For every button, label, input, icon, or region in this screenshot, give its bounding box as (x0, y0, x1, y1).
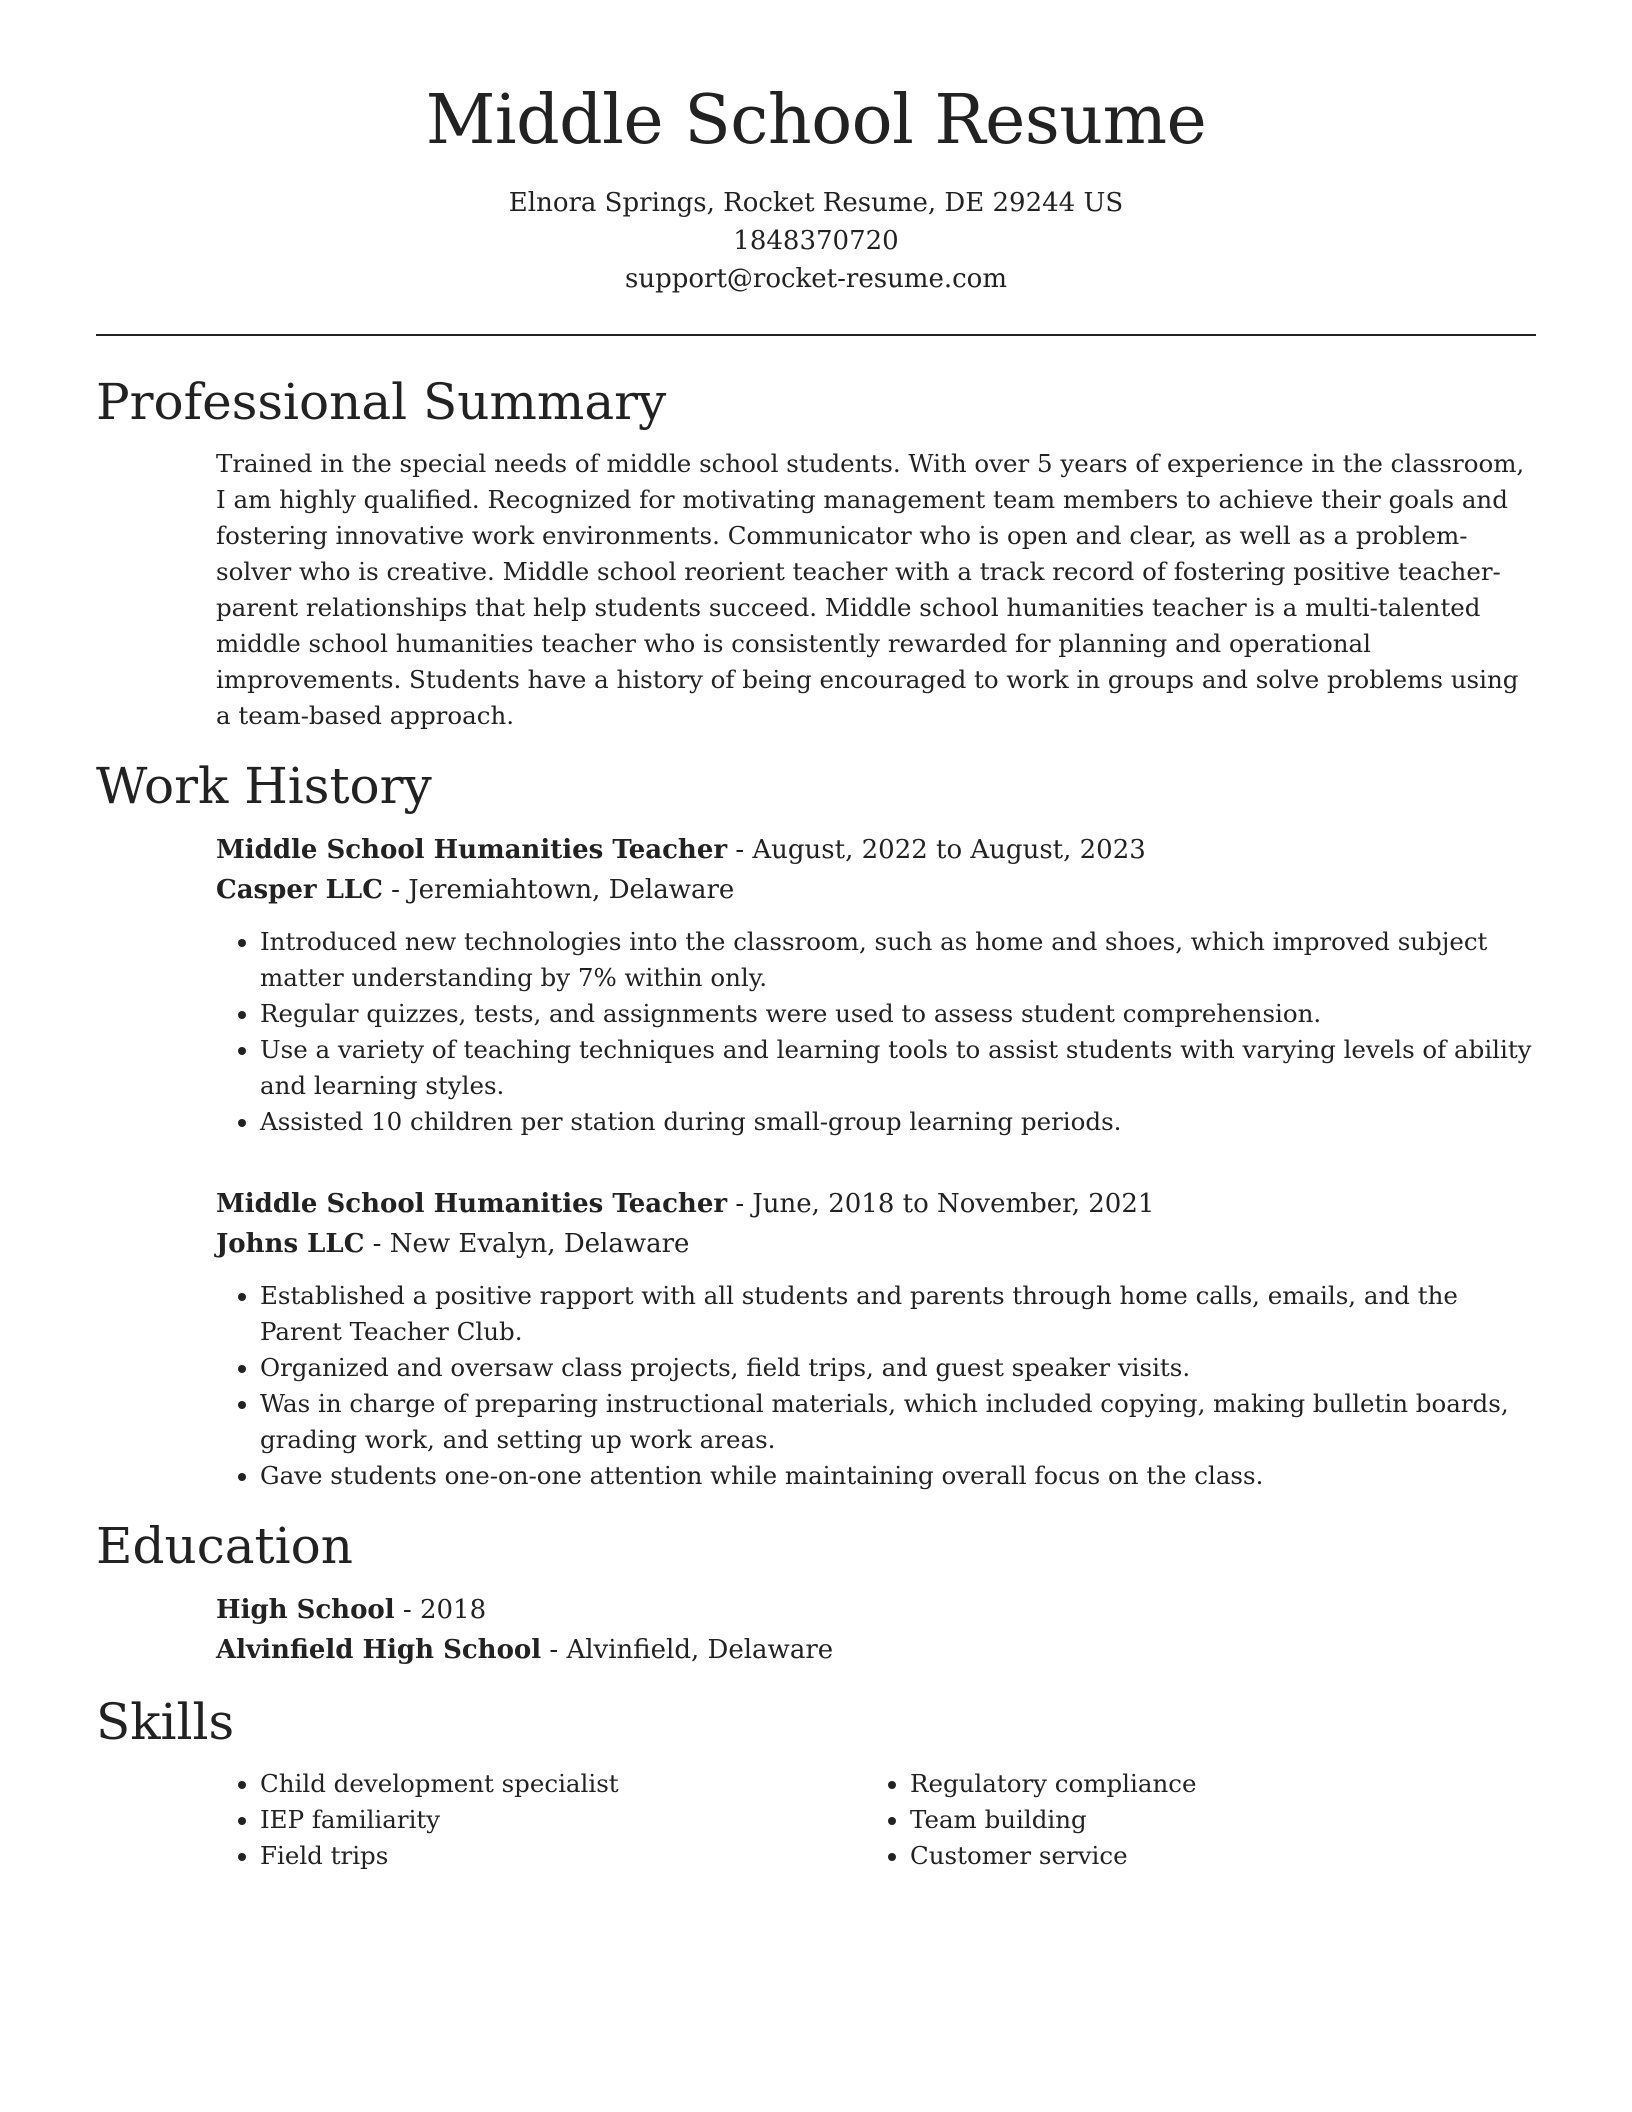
job-role: Middle School Humanities Teacher (216, 1188, 728, 1219)
contact-address: Elnora Springs, Rocket Resume, DE 29244 US (508, 187, 1124, 218)
education-degree-line (216, 1590, 1536, 1630)
skills-list (216, 1766, 866, 1874)
list-item: • Assisted 10 children per station during small-group learning periods. (260, 1104, 1536, 1140)
resume-title: Middle School Resume (425, 81, 1207, 160)
job-entry (216, 1184, 1536, 1494)
skills-section (96, 1692, 1536, 1874)
list-item: • Use a variety of teaching techniques and learning tools to assist students with varying levels of ability and learning styles. (260, 1032, 1536, 1104)
list-item: • Established a positive rapport with all students and parents through home calls, emails, and the Parent Teacher Club. (260, 1278, 1536, 1350)
job-title-line (216, 830, 1536, 870)
job-location: - Jeremiahtown, Delaware (382, 874, 735, 905)
job-bullets (216, 1278, 1536, 1494)
resume-header (96, 80, 1536, 298)
contact-phone: 1848370720 (733, 225, 899, 256)
job-company-line (216, 1224, 1536, 1264)
education-entry (216, 1590, 1536, 1670)
job-location: - New Evalyn, Delaware (364, 1228, 690, 1259)
list-item: • Field trips (260, 1838, 866, 1874)
job-company: Casper LLC (216, 874, 383, 905)
education-year: - 2018 (394, 1594, 487, 1625)
skills-column-right (866, 1766, 1516, 1874)
job-company-line (216, 870, 1536, 910)
list-item: • Customer service (910, 1838, 1516, 1874)
contact-info (96, 184, 1536, 298)
list-item: • Regulatory compliance (910, 1766, 1516, 1802)
job-title-line (216, 1184, 1536, 1224)
job-role: Middle School Humanities Teacher (216, 834, 728, 865)
summary-heading: Professional Summary (96, 372, 667, 431)
job-entry (216, 830, 1536, 1140)
header-divider (96, 334, 1536, 336)
list-item: • IEP familiarity (260, 1802, 866, 1838)
list-item: • Organized and oversaw class projects, field trips, and guest speaker visits. (260, 1350, 1536, 1386)
summary-section (96, 372, 1536, 734)
list-item: • Team building (910, 1802, 1516, 1838)
education-section (96, 1516, 1536, 1670)
education-school-line (216, 1630, 1536, 1670)
skills-list (866, 1766, 1516, 1874)
job-company: Johns LLC (216, 1228, 365, 1259)
work-history-section (96, 756, 1536, 1494)
education-location: - Alvinfield, Delaware (541, 1634, 834, 1665)
list-item: • Regular quizzes, tests, and assignments were used to assess student comprehension. (260, 996, 1536, 1032)
list-item: • Was in charge of preparing instructional materials, which included copying, making bulletin boards, grading work, and setting up work areas. (260, 1386, 1536, 1458)
skills-heading: Skills (96, 1692, 235, 1751)
contact-email: support@rocket-resume.com (624, 263, 1007, 294)
education-degree: High School (216, 1594, 395, 1625)
job-dates: - August, 2022 to August, 2023 (727, 834, 1146, 865)
work-history-heading: Work History (96, 756, 432, 815)
skills-grid (216, 1766, 1536, 1874)
list-item: • Introduced new technologies into the classroom, such as home and shoes, which improved subject matter understanding by 7% within only. (260, 924, 1536, 996)
skills-column-left (216, 1766, 866, 1874)
job-bullets (216, 924, 1536, 1140)
summary-text: Trained in the special needs of middle school students. With over 5 years of experience in the classroom, I am highly qualified. Recognized for motivating management team members to achieve their goals and fostering innovative work environments. Communicator who is open and clear, as well as a problem-solver who is creative. Middle school reorient teacher with a track record of fostering positive teacher-parent relationships that help students succeed. Middle school humanities teacher is a multi-talented middle school humanities teacher who is consistently rewarded for planning and operational improvements. Students have a history of being encouraged to work in groups and solve problems using a team-based approach. (216, 448, 1525, 730)
education-heading: Education (96, 1516, 353, 1575)
list-item: • Gave students one-on-one attention while maintaining overall focus on the class. (260, 1458, 1536, 1494)
job-dates: - June, 2018 to November, 2021 (727, 1188, 1155, 1219)
list-item: • Child development specialist (260, 1766, 866, 1802)
education-school: Alvinfield High School (216, 1634, 542, 1665)
